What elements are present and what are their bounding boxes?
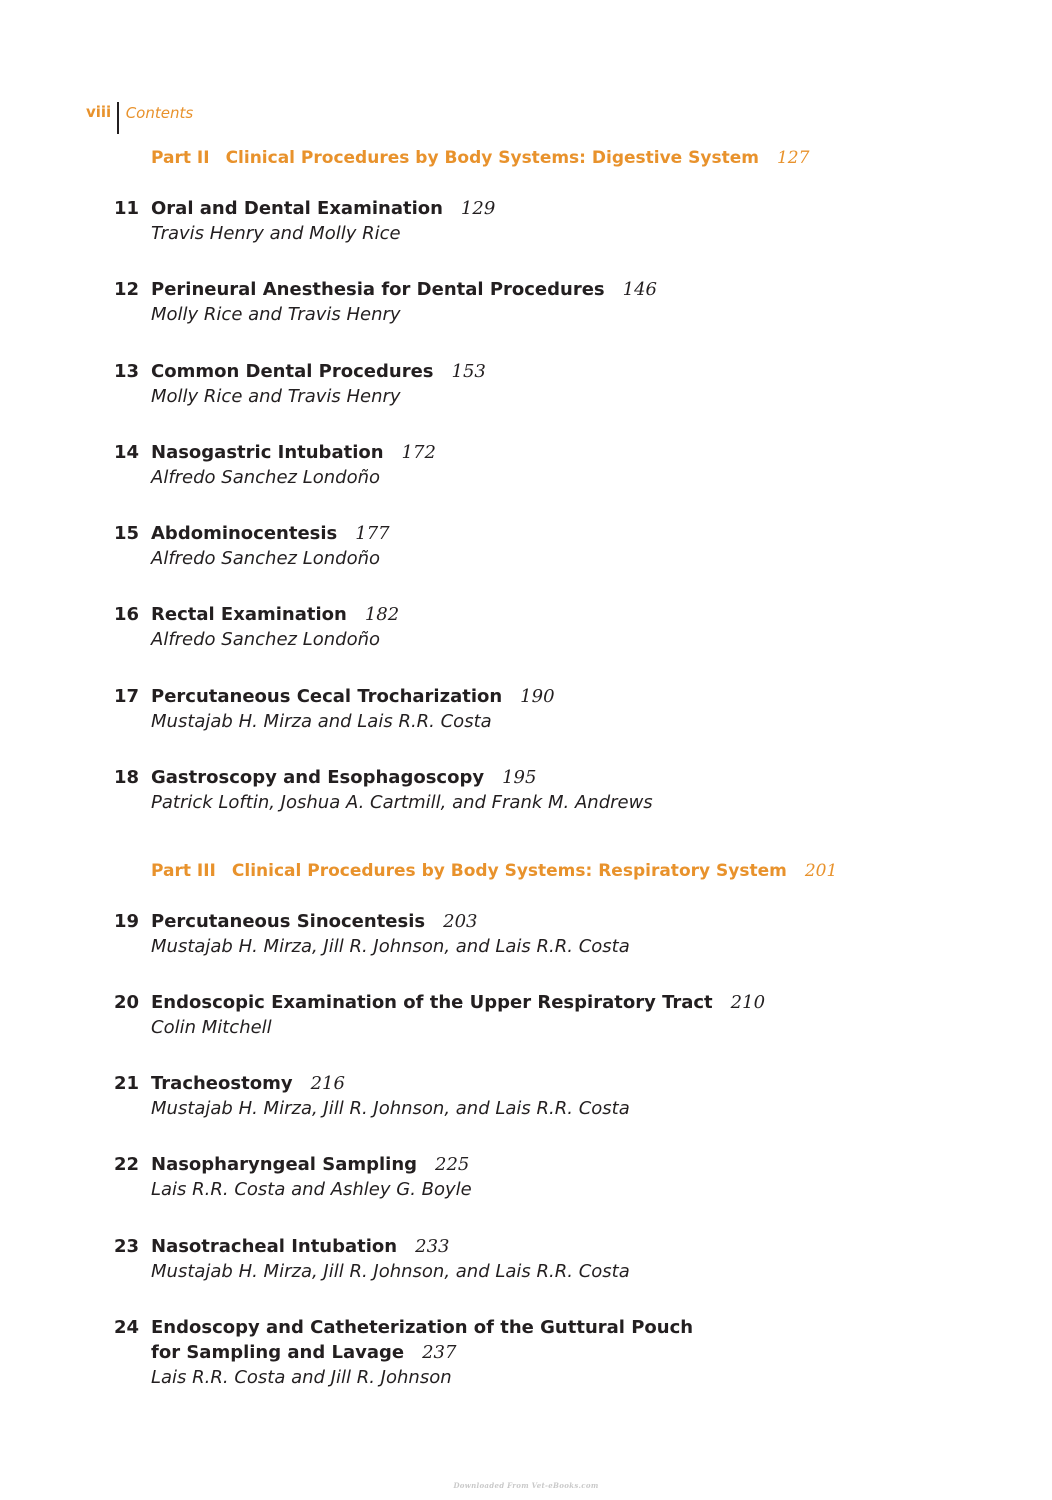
chapter-number: 18	[114, 767, 140, 788]
chapter-title: Nasopharyngeal Sampling	[151, 1154, 418, 1175]
part-label: Part II	[151, 148, 210, 168]
chapter-number: 15	[114, 523, 140, 544]
chapter-page-number: 233	[415, 1236, 450, 1257]
chapter-authors: Alfredo Sanchez Londoño	[151, 629, 381, 650]
running-head	[86, 102, 193, 134]
chapter-authors: Travis Henry and Molly Rice	[151, 223, 401, 244]
chapter-number: 21	[114, 1073, 140, 1094]
header-divider	[117, 102, 119, 134]
chapter-title: Gastroscopy and Esophagoscopy	[151, 767, 485, 788]
chapter-title: Tracheostomy	[151, 1073, 293, 1094]
chapter-number: 20	[114, 992, 140, 1013]
chapter-page-number: 177	[355, 523, 390, 544]
chapter-number: 17	[114, 686, 140, 707]
chapter-authors: Molly Rice and Travis Henry	[151, 386, 401, 407]
chapter-authors: Alfredo Sanchez Londoño	[151, 467, 381, 488]
chapter-authors: Mustajab H. Mirza, Jill R. Johnson, and Lais R.R. Costa	[151, 1261, 630, 1282]
part-heading-2	[151, 146, 809, 170]
chapter-title: Nasogastric Intubation	[151, 442, 384, 463]
chapter-page-number: 190	[520, 686, 555, 707]
chapter-page-number: 146	[622, 279, 657, 300]
chapter-title: Rectal Examination	[151, 604, 347, 625]
chapter-title: Percutaneous Sinocentesis	[151, 911, 426, 932]
chapter-number: 13	[114, 361, 140, 382]
part-label: Part III	[151, 861, 216, 881]
part-title: Clinical Procedures by Body Systems: Digestive System	[225, 148, 759, 168]
chapter-authors: Mustajab H. Mirza, Jill R. Johnson, and Lais R.R. Costa	[151, 1098, 630, 1119]
chapter-page-number: 153	[451, 361, 486, 382]
chapter-authors: Lais R.R. Costa and Ashley G. Boyle	[151, 1179, 472, 1200]
part-page-number: 127	[776, 148, 810, 168]
chapter-authors: Alfredo Sanchez Londoño	[151, 548, 381, 569]
chapter-number: 23	[114, 1236, 140, 1257]
chapter-title: Abdominocentesis	[151, 523, 338, 544]
chapter-title: Percutaneous Cecal Trocharization	[151, 686, 503, 707]
running-head-title: Contents	[125, 104, 194, 122]
chapter-page-number: 195	[502, 767, 537, 788]
chapter-page-number: 203	[443, 911, 478, 932]
chapter-number: 19	[114, 911, 140, 932]
chapter-number: 22	[114, 1154, 140, 1175]
chapter-authors: Patrick Loftin, Joshua A. Cartmill, and Frank M. Andrews	[151, 792, 653, 813]
chapter-page-number: 129	[460, 198, 496, 219]
chapter-authors: Mustajab H. Mirza and Lais R.R. Costa	[151, 711, 492, 732]
chapter-page-number: 210	[730, 992, 766, 1013]
chapter-page-number: 182	[364, 604, 400, 625]
chapter-title: Nasotracheal Intubation	[151, 1236, 398, 1257]
part-page-number: 201	[804, 861, 838, 881]
chapter-number: 12	[114, 279, 140, 300]
chapter-title-line-2: for Sampling and Lavage	[151, 1342, 405, 1363]
chapter-page-number: 216	[310, 1073, 345, 1094]
chapter-title: Perineural Anesthesia for Dental Procedures	[151, 279, 605, 300]
chapter-title: Endoscopic Examination of the Upper Respiratory Tract	[151, 992, 713, 1013]
chapter-number: 16	[114, 604, 140, 625]
chapter-authors: Molly Rice and Travis Henry	[151, 304, 401, 325]
chapter-page-number: 237	[422, 1342, 457, 1363]
chapter-authors: Mustajab H. Mirza, Jill R. Johnson, and Lais R.R. Costa	[151, 936, 630, 957]
chapter-authors: Colin Mitchell	[151, 1017, 272, 1038]
chapter-title-line-1: Endoscopy and Catheterization of the Guttural Pouch	[151, 1317, 694, 1338]
part-heading-3	[151, 859, 837, 883]
part-title: Clinical Procedures by Body Systems: Respiratory System	[231, 861, 787, 881]
chapter-number: 24	[114, 1317, 140, 1338]
chapter-page-number: 225	[435, 1154, 470, 1175]
chapter-number: 11	[114, 198, 140, 219]
download-watermark: Downloaded From Vet-eBooks.com	[453, 1481, 599, 1490]
page-folio: viii	[86, 103, 112, 121]
chapter-number: 14	[114, 442, 140, 463]
chapter-authors: Lais R.R. Costa and Jill R. Johnson	[151, 1367, 452, 1388]
chapter-page-number: 172	[401, 442, 436, 463]
chapter-title: Common Dental Procedures	[151, 361, 434, 382]
chapter-title: Oral and Dental Examination	[151, 198, 443, 219]
